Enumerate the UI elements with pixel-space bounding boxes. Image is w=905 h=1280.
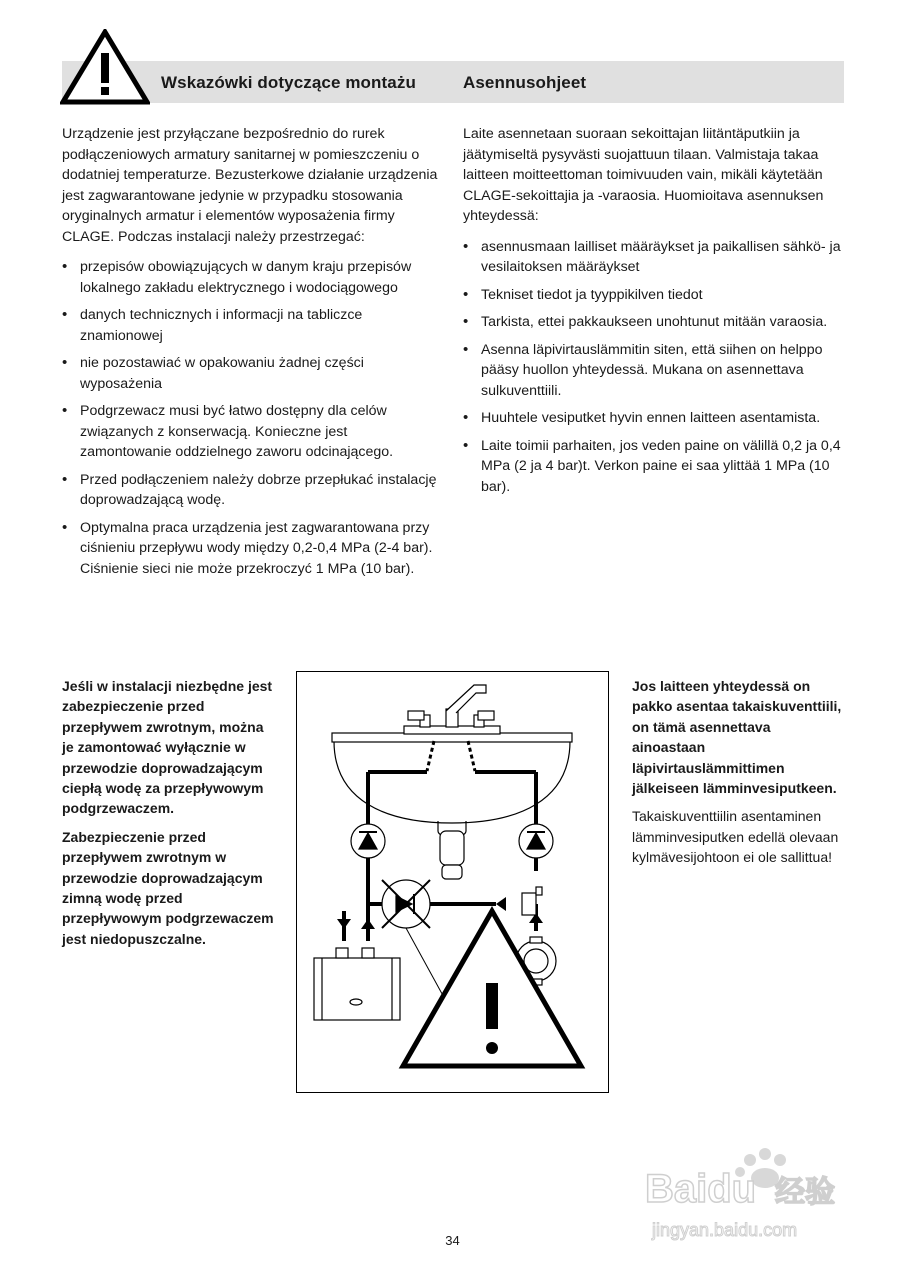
- section-title-pl: Wskazówki dotyczące montażu: [161, 73, 416, 92]
- intro-pl: Urządzenie jest przyłączane bezpośrednio do rurek podłączeniowych armatury sanitarnej w pomieszczeniu o dodatniej temperaturze. Bezusterkowe działanie urządzenia jest zagwarantowane jedynie w przypadku stosowania oryginalnych armatur i elementów wyposażenia firmy CLAGE. Podczas instalacji należy przestrzegać:: [62, 126, 438, 245]
- watermark-brand: Baidu: [645, 1167, 757, 1211]
- note-fi-p1: Jos laitteen yhteydessä on pakko asentaa takaiskuventtiili, on tämä asennettava ainoastaan läpivirtauslämmittimen jälkeiseen lämminvesiputkeen.: [632, 678, 842, 797]
- list-item: • Laite toimii parhaiten, jos veden paine on välillä 0,2 ja 0,4 MPa (2 ja 4 bar)t. Verkon paine ei saa ylittää 1 MPa (10 bar).: [463, 436, 845, 498]
- list-item: • Tekniset tiedot ja tyyppikilven tiedot: [463, 285, 845, 306]
- check-valve-icon: [519, 824, 553, 858]
- list-item: • Tarkista, ettei pakkaukseen unohtunut mitään varaosia.: [463, 312, 845, 333]
- note-fi: [632, 676, 846, 876]
- intro-fi: Laite asennetaan suoraan sekoittajan liitäntäputkiin ja jäätymiseltä pysyvästi suojattuun tilaan. Valmistaja takaa laitteen moitteettoman toimivuuden vain, mikäli käytetään CLAGE-sekoittajia ja -varaosia. Huomioitava asennuksen yhteydessä:: [463, 126, 824, 224]
- polish-column: [62, 124, 438, 586]
- watermark-brand-cn: 经验: [775, 1175, 835, 1210]
- bullet-list-fi: [463, 237, 845, 498]
- note-pl-p1: Jeśli w instalacji niezbędne jest zabezpieczenie przed przepływem zwrotnym, można je zamontować wyłącznie w przewodzie doprowadzającym ciepłą wodę za przepływowym podgrzewaczem.: [62, 678, 273, 817]
- list-item: • przepisów obowiązujących w danym kraju przepisów lokalnego zakładu elektrycznego i wodociągowego: [62, 257, 438, 298]
- watermark: [640, 1140, 860, 1260]
- check-valve-icon: [351, 824, 385, 858]
- list-item: • nie pozostawiać w opakowaniu żadnej części wyposażenia: [62, 353, 438, 394]
- list-item: • asennusmaan lailliset määräykset ja paikallisen sähkö- ja vesilaitoksen määräykset: [463, 237, 845, 278]
- list-item: • Optymalna praca urządzenia jest zagwarantowana przy ciśnieniu przepływu wody między 0,2-0,4 MPa (2-4 bar). Ciśnienie sieci nie może przekroczyć 1 MPa (10 bar).: [62, 518, 438, 580]
- installation-diagram: [296, 671, 609, 1093]
- note-pl: [62, 676, 278, 957]
- list-item: • Przed podłączeniem należy dobrze przepłukać instalację doprowadzającą wodę.: [62, 470, 438, 511]
- list-item: • Huuhtele vesiputket hyvin ennen laitteen asentamista.: [463, 408, 845, 429]
- section-title-fi: Asennusohjeet: [463, 73, 587, 92]
- list-item: • Podgrzewacz musi być łatwo dostępny dla celów związanych z konserwacją. Konieczne jest zamontowanie oddzielnego zaworu odcinającego.: [62, 401, 438, 463]
- list-item: • Asenna läpivirtauslämmitin siten, että siihen on helppo pääsy huollon yhteydessä. Mukana on asennettava sulkuventtiili.: [463, 340, 845, 402]
- page-number: 34: [445, 1233, 460, 1248]
- bullet-list-pl: [62, 257, 438, 579]
- crossed-check-valve-icon: [382, 880, 430, 928]
- watermark-url: jingyan.baidu.com: [652, 1220, 798, 1240]
- list-item: • danych technicznych i informacji na tabliczce znamionowej: [62, 305, 438, 346]
- finnish-column: [463, 124, 845, 504]
- warning-triangle-icon: [60, 29, 150, 105]
- note-pl-p2: Zabezpieczenie przed przepływem zwrotnym w przewodzie doprowadzającym zimną wodę przed przepływowym podgrzewaczem jest niedopuszczalne.: [62, 828, 274, 947]
- water-heater-icon: [314, 948, 400, 1020]
- note-fi-p2: Takaiskuventtiilin asentaminen lämminvesiputken edellä olevaan kylmävesijohtoon ei ole sallittua!: [632, 808, 839, 866]
